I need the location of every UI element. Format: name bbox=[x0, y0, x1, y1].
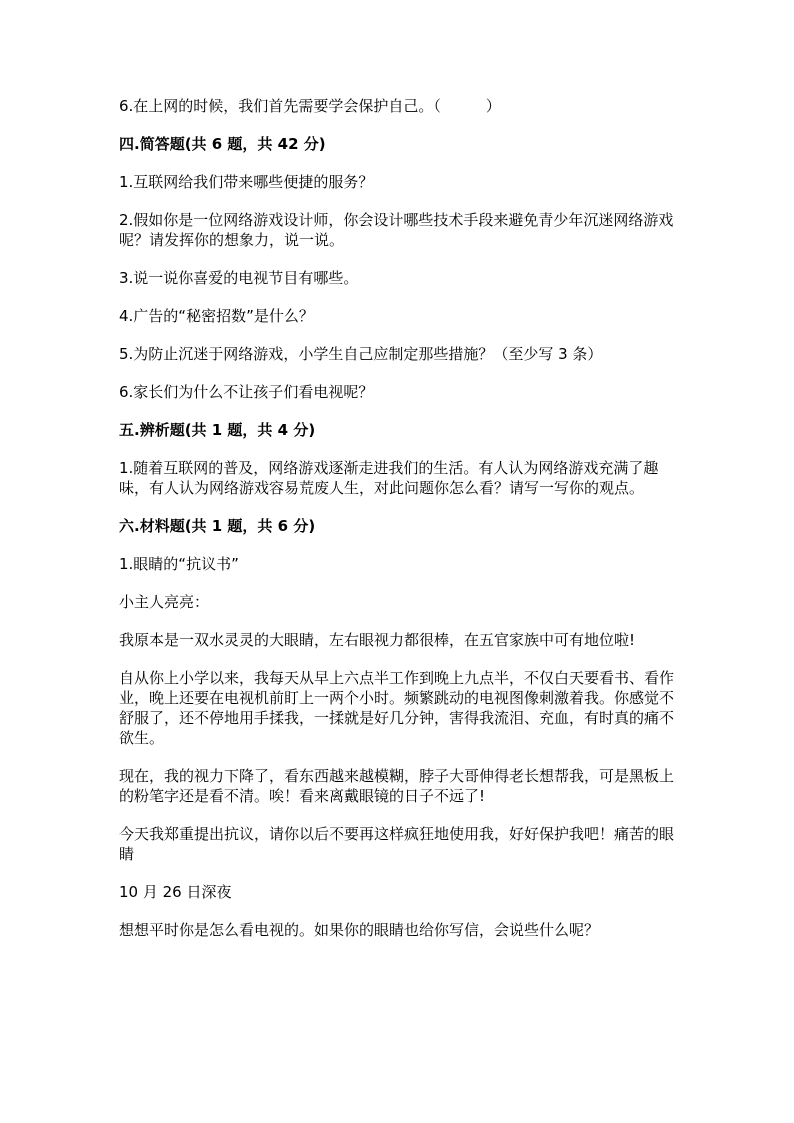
document-page bbox=[119, 96, 675, 940]
section-5-question-1: 1.随着互联网的普及，网络游戏逐渐走进我们的生活。有人认为网络游戏充满了趣味，有人认为网络游戏容易荒废人生，对此问题你怎么看？请写一写你的观点。 bbox=[119, 459, 659, 497]
letter-date: 10 月 26 日深夜 bbox=[119, 883, 232, 901]
letter-paragraph-1: 我原本是一双水灵灵的大眼睛，左右眼视力都很棒，在五官家族中可有地位啦! bbox=[119, 631, 636, 649]
section-4-question-2: 2.假如你是一位网络游戏设计师，你会设计哪些技术手段来避免青少年沉迷网络游戏呢？请发挥你的想象力，说一说。 bbox=[119, 211, 674, 249]
section-4-heading: 四.简答题(共 6 题，共 42 分) bbox=[119, 135, 326, 153]
letter-paragraph-4: 今天我郑重提出抗议，请你以后不要再这样疯狂地使用我，好好保护我吧！痛苦的眼睛 bbox=[119, 825, 675, 863]
section-6-heading: 六.材料题(共 1 题，共 6 分) bbox=[119, 517, 316, 535]
question-6-true-false: 6.在上网的时候，我们首先需要学会保护自己。（ ） bbox=[119, 97, 501, 115]
letter-greeting: 小主人亮亮： bbox=[119, 593, 210, 611]
section-4-question-3: 3.说一说你喜爱的电视节目有哪些。 bbox=[119, 269, 359, 287]
section-4-question-1: 1.互联网给我们带来哪些便捷的服务？ bbox=[119, 173, 374, 191]
letter-paragraph-2: 自从你上小学以来，我每天从早上六点半工作到晚上九点半，不仅白天要看书、看作业，晚上还要在电视机前盯上一两个小时。频繁跳动的电视图像刺激着我。你感觉不舒服了，还不停地用手揉我，一揉就是好几分钟，害得我流泪、充血，有时真的痛不欲生。 bbox=[119, 669, 675, 747]
letter-paragraph-3: 现在，我的视力下降了，看东西越来越模糊，脖子大哥伸得老长想帮我，可是黑板上的粉笔字还是看不清。唉！看来离戴眼镜的日子不远了! bbox=[119, 767, 675, 805]
section-4-question-6: 6.家长们为什么不让孩子们看电视呢？ bbox=[119, 383, 374, 401]
section-5-heading: 五.辨析题(共 1 题，共 4 分) bbox=[119, 421, 316, 439]
section-4-question-5: 5.为防止沉迷于网络游戏，小学生自己应制定那些措施？（至少写 3 条） bbox=[119, 345, 603, 363]
section-6-question-prompt: 想想平时你是怎么看电视的。如果你的眼睛也给你写信，会说些什么呢？ bbox=[119, 921, 600, 939]
section-4-question-4: 4.广告的“秘密招数”是什么？ bbox=[119, 307, 314, 325]
section-6-question-1-title: 1.眼睛的“抗议书” bbox=[119, 555, 239, 573]
